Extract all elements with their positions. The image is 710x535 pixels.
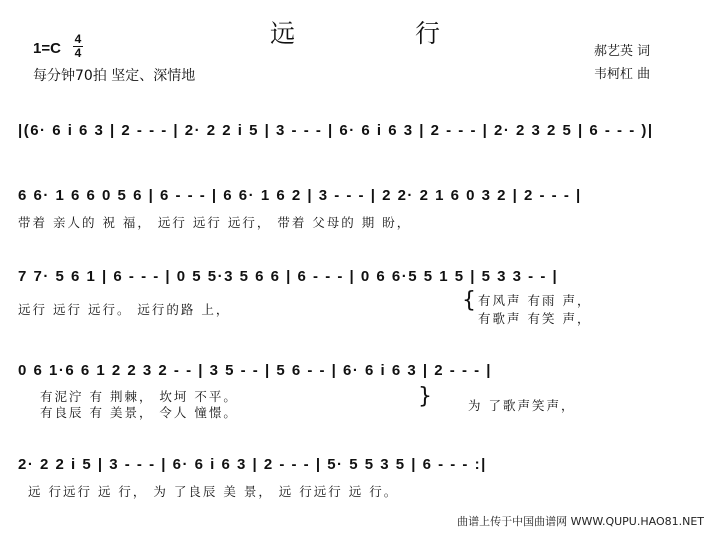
lyricist-credit: 郝艺英 词 — [594, 44, 651, 59]
lyrics-line-5: 远 行远行 远 行， 为 了良辰 美 景， 远 行远行 远 行。 — [28, 484, 399, 499]
song-title: 远 行 — [270, 19, 496, 48]
time-signature-bottom: 4 — [74, 46, 82, 60]
time-signature-top: 4 — [74, 32, 82, 46]
lyrics-line-3: 远行 远行 远行。 远行的路 上， — [18, 302, 231, 317]
verse-brace-right: } — [418, 384, 432, 409]
time-signature — [73, 33, 83, 60]
notation-line-2: 6 6· 1 6 6 0 5 6 | 6 - - - | 6 6· 1 6 2 | 3 - - - | 2 2· 2 1 6 0 3 2 | 2 - - - | — [18, 187, 582, 204]
tempo-marking: 每分钟70拍 坚定、深情地 — [33, 68, 196, 84]
lyrics-line-3-verse-1: 有风声 有雨 声， — [478, 293, 592, 308]
lyrics-line-3-verse-2: 有歌声 有笑 声， — [478, 311, 592, 326]
lyrics-line-4-right: 为 了歌声笑声， — [468, 398, 576, 413]
notation-line-3: 7 7· 5 6 1 | 6 - - - | 0 5 5·3 5 6 6 | 6 - - - | 0 6 6·5 5 1 5 | 5 3 3 - - | — [18, 268, 559, 285]
composer-credit: 韦柯杠 曲 — [594, 67, 651, 82]
notation-line-4: 0 6 1·6 6 1 2 2 3 2 - - | 3 5 - - | 5 6 - - | 6· 6 i 6 3 | 2 - - - | — [18, 362, 492, 379]
notation-line-5: 2· 2 2 i 5 | 3 - - - | 6· 6 i 6 3 | 2 - - - | 5· 5 5 3 5 | 6 - - - :| — [18, 456, 487, 473]
key-signature: 1=C — [33, 40, 61, 57]
lyrics-line-4-verse-1: 有泥泞 有 荆棘， 坎坷 不平。 — [40, 389, 238, 404]
notation-line-1: |(6· 6 i 6 3 | 2 - - - | 2· 2 2 i 5 | 3 - - - | 6· 6 i 6 3 | 2 - - - | 2· 2 3 2 5 | 6 - - - )| — [18, 122, 654, 139]
site-watermark: 曲谱上传于中国曲谱网 WWW.QUPU.HAO81.NET — [457, 515, 704, 528]
lyrics-line-4-verse-2: 有良辰 有 美景， 令人 憧憬。 — [40, 405, 238, 420]
verse-brace-left: { — [462, 288, 476, 313]
lyrics-line-2: 带着 亲人的 祝 福， 远行 远行 远行， 带着 父母的 期 盼， — [18, 215, 412, 230]
